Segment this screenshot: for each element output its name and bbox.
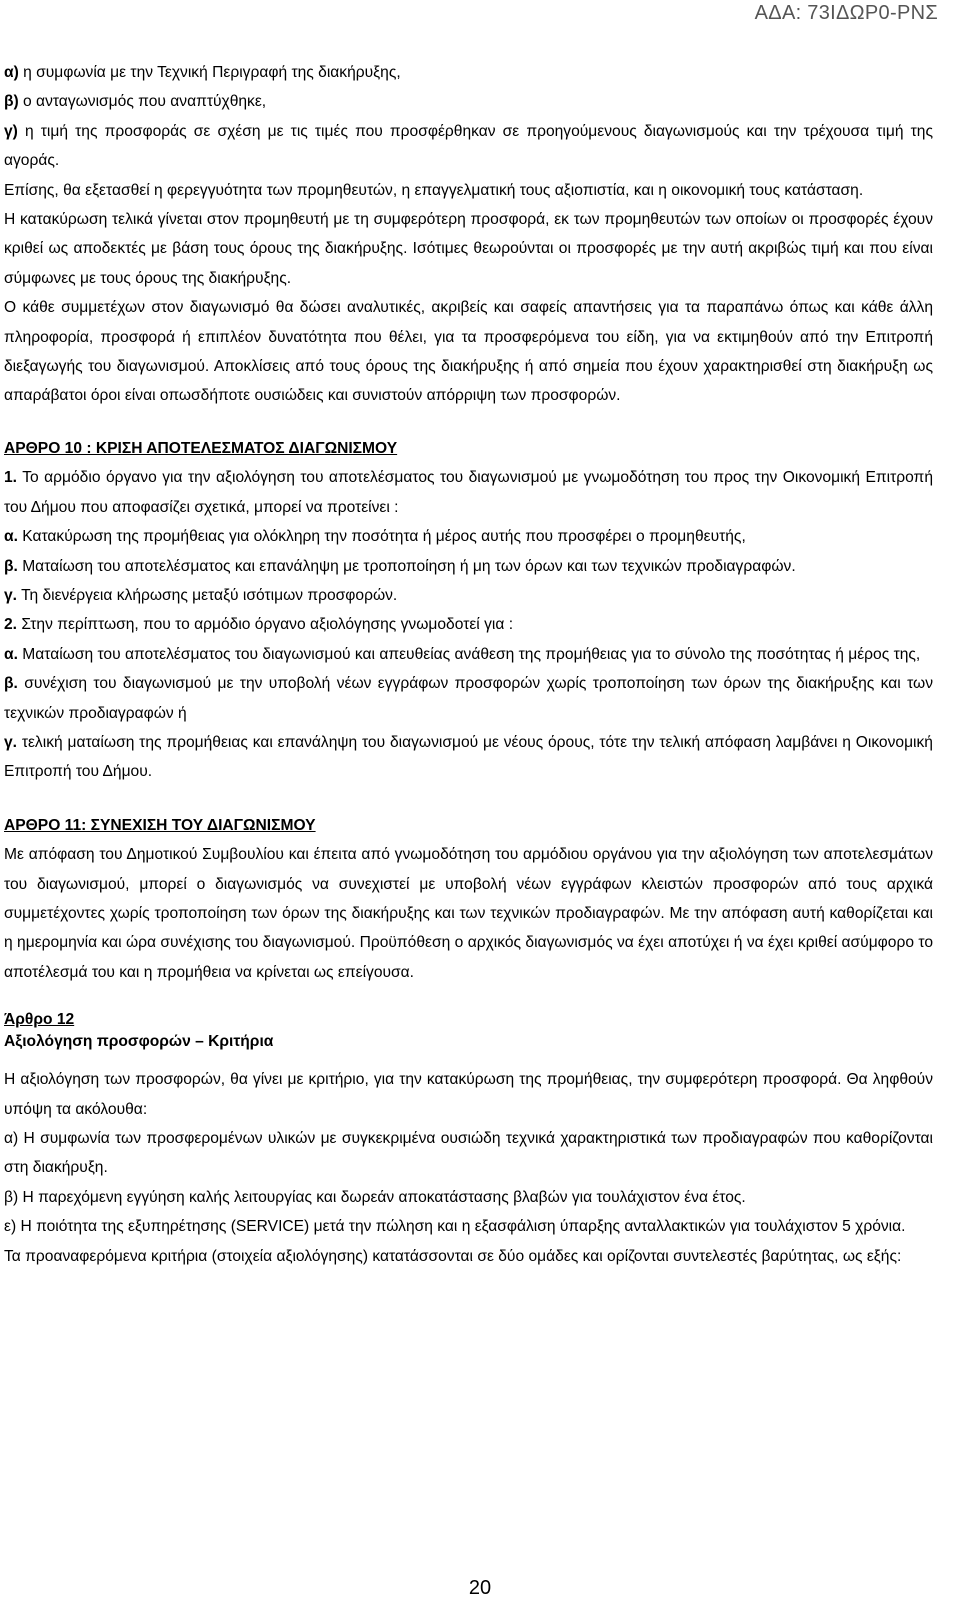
spacer [4,1053,933,1065]
intro-text: η συμφωνία με την Τεχνική Περιγραφή της διακήρυξης, [18,64,401,81]
intro-item-b [4,87,933,116]
article-12-paragraph: β) Η παρεχόμενη εγγύηση καλής λειτουργίας και δωρεάν αποκατάστασης βλαβών για τουλάχιστον ένα έτος. [4,1188,746,1206]
item-text: Το αρμόδιο όργανο για την αξιολόγηση του αποτελέσματος του διαγωνισμού με γνωμοδότηση του προς την Οικονομική Επιτροπή του Δήμου που αποφασίζει σχετικά, μπορεί να προτείνει : [4,469,933,516]
article-10-item [4,581,933,610]
paragraph: Επίσης, θα εξετασθεί η φερεγγυότητα των προμηθευτών, η επαγγελματική τους αξιοπιστία, και η οικονομική τους κατάσταση. [4,181,864,199]
intro-text: ο ανταγωνισμός που αναπτύχθηκε, [18,93,267,111]
intro-item-a [4,58,933,87]
article-12-heading [4,1009,933,1031]
item-text: Ματαίωση του αποτελέσματος και επανάληψη με τροποποίηση ή μη των όρων και των τεχνικών προδιαγραφών. [17,557,796,575]
intro-label: α) [4,64,19,81]
document-page [4,58,933,1271]
intro-item-c [4,117,933,176]
item-label: α. [4,645,18,663]
spacer [4,787,933,811]
article-11-text: Με απόφαση του Δημοτικού Συμβουλίου και έπειτα από γνωμοδότηση του αρμόδιου οργάνου για την αξιολόγηση των αποτελεσμάτων του διαγωνισμού, μπορεί ο διαγωνισμός να συνεχιστεί με υποβολή νέων εγγράφων κλειστών προσφορών από τους αρχικά συμμετέχοντες χωρίς τροποποίηση των όρων της διακήρυξης και των τεχνικών προδιαγραφών. Με την απόφαση αυτή καθορίζεται και η ημερομηνία και ώρα συνέχισης του διαγωνισμού. Προϋπόθεση ο αρχικός διαγωνισμός να έχει αποτύχει ή να έχει κριθεί ασύμφορο το αποτέλεσμά του και η προμήθεια να κρίνεται ως επείγουσα. [4,846,933,981]
article-11-heading: ΑΡΘΡΟ 11: ΣΥΝΕΧΙΣΗ ΤΟΥ ΔΙΑΓΩΝΙΣΜΟΥ [4,816,316,834]
page-number: 20 [468,1577,492,1599]
item-label: β. [4,557,18,575]
intro-label: γ) [4,122,18,140]
item-label: γ. [4,586,18,604]
article-12-paragraph: Η αξιολόγηση των προσφορών, θα γίνει με κριτήριο, για την κατακύρωση της προμήθειας, την συμφερότερη προσφορά. Θα ληφθούν υπόψη τα ακόλουθα: [4,1071,933,1118]
item-text: τελική ματαίωση της προμήθειας και επανάληψη του διαγωνισμού με νέους όρους, τότε την τελική απόφαση λαμβάνει η Οικονομική Επιτροπή του Δήμου. [4,733,933,781]
article-10-item [4,463,933,522]
article-10-item [4,552,933,581]
spacer [4,411,933,434]
spacer [4,987,933,1009]
ada-code: ΑΔΑ: 73ΙΔΩΡ0-ΡΝΣ [754,2,938,24]
article-10-item [4,610,933,639]
item-text: Τη διενέργεια κλήρωσης μεταξύ ισότιμων προσφορών. [17,586,398,604]
item-label: γ. [4,733,18,751]
article-10-item [4,728,933,787]
article-10-heading: ΑΡΘΡΟ 10 : ΚΡΙΣΗ ΑΠΟΤΕΛΕΣΜΑΤΟΣ ΔΙΑΓΩΝΙΣΜΟΥ [4,439,398,457]
article-12-paragraph: α) Η συμφωνία των προσφερομένων υλικών με συγκεκριμένα ουσιώδη τεχνικά χαρακτηριστικά των προδιαγραφών που καθορίζονται στη διακήρυξη. [4,1130,933,1177]
item-label: α. [4,528,18,546]
intro-text: η τιμή της προσφοράς σε σχέση με τις τιμές που προσφέρθηκαν σε προηγούμενους διαγωνισμούς και την τρέχουσα τιμή της αγοράς. [4,122,933,170]
article-10-item [4,640,933,669]
article-12-heading-text: Άρθρο 12 [4,1011,75,1029]
item-text: συνέχιση του διαγωνισμού με την υποβολή νέων εγγράφων προσφορών χωρίς τροποποίηση των όρων της διακήρυξης και των τεχνικών προδιαγραφών ή [4,675,933,722]
article-12-paragraph: Τα προαναφερόμενα κριτήρια (στοιχεία αξιολόγησης) κατατάσσονται σε δύο ομάδες και ορίζονται συντελεστές βαρύτητας, ως εξής: [4,1247,902,1265]
article-10-item [4,522,933,551]
item-text: Στην περίπτωση, που το αρμόδιο όργανο αξιολόγησης γνωμοδοτεί για : [17,616,514,634]
item-label: β. [4,675,18,693]
item-text: Ματαίωση του αποτελέσματος του διαγωνισμού και απευθείας ανάθεση της προμήθειας για το σύνολο της ποσότητας ή μέρος της, [17,645,921,663]
paragraph: Η κατακύρωση τελικά γίνεται στον προμηθευτή με τη συμφερότερη προσφορά, εκ των προμηθευτών των οποίων οι προσφορές έχουν κριθεί ως αποδεκτές με βάση τους όρους της διακήρυξης. Ισότιμες θεωρούνται οι προσφορές με την αυτή ακριβώς τιμή και που είναι σύμφωνες με τους όρους της διακήρυξης. [4,211,933,287]
item-text: Κατακύρωση της προμήθειας για ολόκληρη την ποσότητα ή μέρος αυτής που προσφέρει ο προμηθευτής, [17,528,746,546]
item-label: 1. [4,469,18,487]
article-12-subheading: Αξιολόγηση προσφορών – Κριτήρια [4,1033,274,1051]
article-12-paragraph: ε) Η ποιότητα της εξυπηρέτησης (SERVICE) μετά την πώληση και η εξασφάλιση ύπαρξης ανταλλακτικών για τουλάχιστον 5 χρόνια. [4,1218,906,1236]
article-10-item [4,669,933,728]
paragraph: Ο κάθε συμμετέχων στον διαγωνισμό θα δώσει αναλυτικές, ακριβείς και σαφείς απαντήσεις για τα παραπάνω όπως και κάθε άλλη πληροφορία, προσφορά ή επιπλέον δυνατότητα που θέλει, για τα προσφερόμενα του είδη, για να εκτιμηθούν από την Επιτροπή διεξαγωγής του διαγωνισμού. Αποκλίσεις από τους όρους της διακήρυξης ή από σημεία που έχουν χαρακτηρισθεί στη διακήρυξη ως απαράβατοι όροι είναι οπωσδήποτε ουσιώδεις και συνιστούν απόρριψη των προσφορών. [4,299,933,405]
intro-label: β) [4,93,19,111]
item-label: 2. [4,616,18,634]
